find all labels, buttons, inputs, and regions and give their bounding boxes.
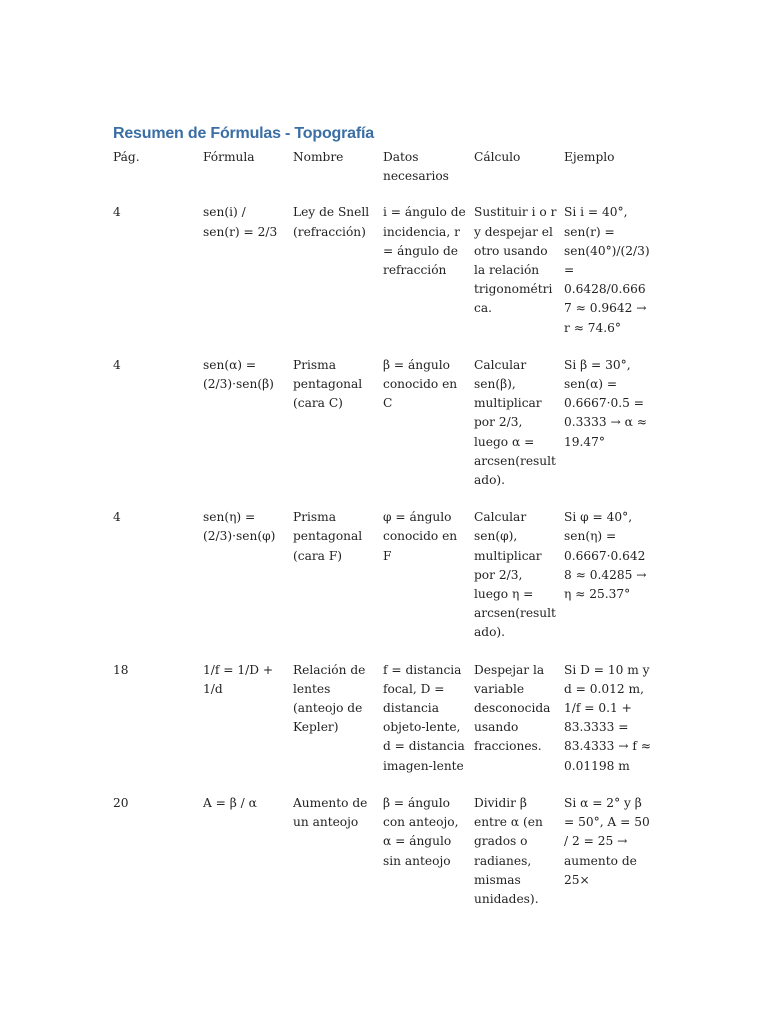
header-example: Ejemplo <box>564 150 615 164</box>
cell-example: Si β = 30°, sen(α) = 0.6667·0.5 = 0.3333 → α ≈ 19.47° <box>564 357 647 449</box>
cell-example: Si i = 40°, sen(r) = sen(40°)/(2/3) = 0.6428/0.6667 ≈ 0.9642 → r ≈ 74.6° <box>564 205 650 335</box>
cell-formula: 1/f = 1/D + 1/d <box>203 662 274 696</box>
table-row <box>113 661 653 776</box>
header-data: Datos necesarios <box>383 150 449 184</box>
cell-name: Prisma pentagonal (cara C) <box>293 357 363 411</box>
cell-calc: Calcular sen(φ), multiplicar por 2/3, luego η = arcsen(resultado). <box>474 510 556 640</box>
cell-formula: A = β / α <box>203 795 257 810</box>
cell-name: Ley de Snell (refracción) <box>293 205 370 239</box>
cell-example: Si D = 10 m y d = 0.012 m, 1/f = 0.1 + 83.3333 = 83.4333 → f ≈ 0.01198 m <box>564 662 651 773</box>
cell-data: i = ángulo de incidencia, r = ángulo de refracción <box>383 205 466 278</box>
cell-name: Prisma pentagonal (cara F) <box>293 510 363 563</box>
table-row <box>113 356 653 490</box>
cell-page: 4 <box>113 205 121 220</box>
cell-formula: sen(α) = (2/3)·sen(β) <box>203 357 274 392</box>
cell-page: 4 <box>113 357 121 372</box>
header-page: Pág. <box>113 150 140 164</box>
cell-data: f = distancia focal, D = distancia objeto-lente, d = distancia imagen-lente <box>383 662 465 773</box>
cell-data: φ = ángulo conocido en F <box>383 510 458 563</box>
cell-formula: sen(i) / sen(r) = 2/3 <box>203 205 278 239</box>
cell-formula: sen(η) = (2/3)·sen(φ) <box>203 510 276 544</box>
cell-calc: Sustituir i o r y despejar el otro usando la relación trigonométrica. <box>474 205 557 316</box>
header-formula: Fórmula <box>203 150 255 164</box>
header-name: Nombre <box>293 150 344 164</box>
cell-calc: Despejar la variable desconocida usando fracciones. <box>474 662 551 754</box>
cell-data: β = ángulo con anteojo, α = ángulo sin anteojo <box>383 795 459 868</box>
cell-name: Aumento de un anteojo <box>293 795 368 830</box>
document-title: Resumen de Fórmulas - Topografía <box>113 125 374 142</box>
table-row <box>113 794 653 909</box>
table-header-row <box>113 148 653 186</box>
formula-table <box>113 148 653 927</box>
cell-example: Si φ = 40°, sen(η) = 0.6667·0.6428 ≈ 0.4285 → η ≈ 25.37° <box>564 510 647 602</box>
table-row <box>113 508 653 642</box>
cell-calc: Dividir β entre α (en grados o radianes, mismas unidades). <box>474 795 543 906</box>
cell-page: 18 <box>113 662 129 677</box>
cell-calc: Calcular sen(β), multiplicar por 2/3, luego α = arcsen(resultado). <box>474 357 556 488</box>
cell-page: 20 <box>113 795 129 810</box>
cell-example: Si α = 2° y β = 50°, A = 50 / 2 = 25 → aumento de 25× <box>564 795 650 887</box>
cell-data: β = ángulo conocido en C <box>383 357 458 411</box>
table-row <box>113 203 653 337</box>
header-calc: Cálculo <box>474 150 521 164</box>
cell-name: Relación de lentes (anteojo de Kepler) <box>293 662 366 735</box>
cell-page: 4 <box>113 510 121 525</box>
